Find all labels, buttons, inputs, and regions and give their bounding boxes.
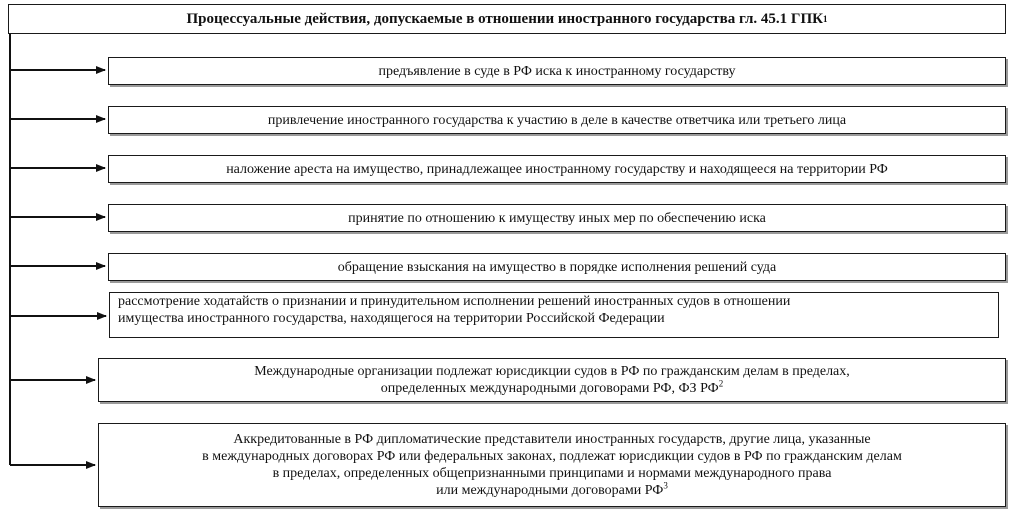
action-text-4: принятие по отношению к имуществу иных мер по обеспечению иска <box>348 210 766 226</box>
recognition-line-2: имущества иностранного государства, находящегося на территории Российской Федерации <box>118 311 665 326</box>
diplomats-line-3: в пределах, определенных общепризнанными принципами и нормами международного права <box>272 466 832 481</box>
intl-orgs-line-1: Международные организации подлежат юрисдикции судов в РФ по гражданским делам в пределах, <box>254 364 850 379</box>
recognition-box <box>109 292 999 338</box>
intl-orgs-line-2: определенных международными договорами РФ, ФЗ РФ <box>380 381 719 396</box>
diplomats-line-2: в международных договорах РФ или федеральных законах, подлежат юрисдикции судов в РФ по гражданским делам <box>202 449 902 464</box>
intl-orgs-footnote: 2 <box>718 378 724 389</box>
diplomats-line-4: или международными договорами РФ <box>436 483 664 498</box>
action-box-2 <box>108 106 1006 134</box>
action-box-4 <box>108 204 1006 232</box>
action-box-3 <box>108 155 1006 183</box>
intl-orgs-box <box>98 358 1006 402</box>
action-text-2: привлечение иностранного государства к участию в деле в качестве ответчика или третьего лица <box>267 112 847 128</box>
action-text-1: предъявление в суде в РФ иска к иностранному государству <box>378 63 736 79</box>
diplomats-box <box>98 423 1006 507</box>
diplomats-footnote: 3 <box>663 480 668 491</box>
action-text-5: обращение взыскания на имущество в порядке исполнения решений суда <box>337 259 777 275</box>
diplomats-line-1: Аккредитованные в РФ дипломатические представители иностранных государств, другие лица, указанные <box>233 432 871 447</box>
recognition-line-1: рассмотрение ходатайств о признании и принудительном исполнении решений иностранных судов в отношении <box>118 294 791 309</box>
action-text-3: наложение ареста на имущество, принадлежащее иностранному государству и находящееся на территории РФ <box>226 161 888 177</box>
diagram-title: Процессуальные действия, допускаемые в отношении иностранного государства гл. 45.1 ГПК 1 <box>8 4 1006 34</box>
title-text: Процессуальные действия, допускаемые в отношении иностранного государства гл. 45.1 ГПК <box>186 10 824 27</box>
action-box-1 <box>108 57 1006 85</box>
action-box-5 <box>108 253 1006 281</box>
